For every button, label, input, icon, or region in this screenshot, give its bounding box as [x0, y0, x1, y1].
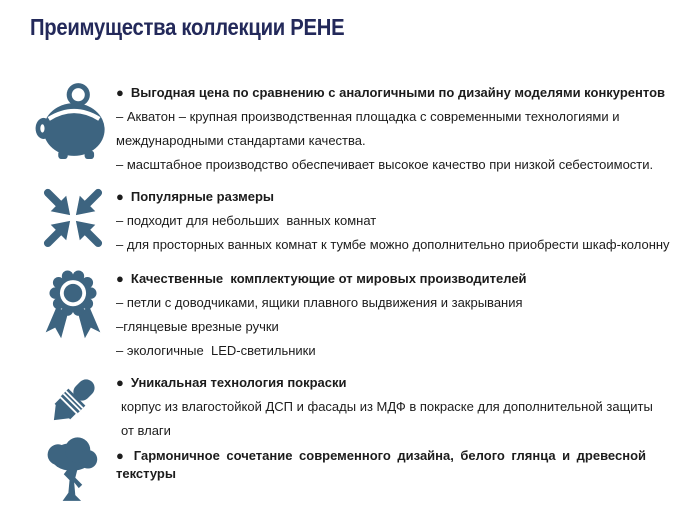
icon-column	[30, 267, 116, 363]
icon-column	[30, 81, 116, 177]
advantage-line: – петли с доводчиками, ящики плавного выдвижения и закрывания	[116, 295, 523, 310]
advantage-row-design	[30, 447, 672, 507]
piggy-bank-icon	[34, 81, 112, 159]
icon-column	[30, 371, 116, 443]
advantage-row-components	[30, 267, 672, 363]
advantage-heading	[116, 267, 672, 291]
advantage-row-price	[30, 81, 672, 177]
advantage-heading	[116, 447, 646, 483]
advantage-row-paint	[30, 371, 672, 443]
advantage-line: – для просторных ванных комнат к тумбе можно дополнительно приобрести шкаф-колонну	[116, 237, 670, 252]
bullet: ●	[116, 271, 124, 286]
bullet: ●	[116, 375, 124, 390]
advantage-heading-text: Выгодная цена по сравнению с аналогичными по дизайну моделями конкурентов	[130, 85, 666, 100]
icon-column	[30, 185, 116, 257]
award-ribbon-icon	[43, 267, 103, 343]
bullet: ●	[116, 448, 127, 463]
advantage-line: от влаги	[121, 423, 171, 438]
advantage-heading	[116, 185, 672, 209]
advantage-line: корпус из влагостойкой ДСП и фасады из МДФ в покраске для дополнительной защиты	[121, 399, 653, 414]
advantage-row-sizes	[30, 185, 672, 257]
advantage-heading-text: Качественные комплектующие от мировых производителей	[130, 271, 527, 286]
advantage-heading	[116, 371, 672, 395]
bullet: ●	[116, 189, 124, 204]
icon-column	[30, 447, 116, 507]
compress-arrows-icon	[42, 187, 104, 249]
advantage-line: – экологичные LED-светильники	[116, 343, 316, 358]
advantage-heading-text: Популярные размеры	[130, 189, 274, 204]
advantage-text	[116, 185, 672, 257]
tree-icon	[43, 437, 103, 507]
advantage-text	[116, 447, 672, 507]
advantage-heading-text: Уникальная технология покраски	[130, 375, 347, 390]
paintbrush-icon	[42, 371, 104, 431]
advantage-line: международными стандартами качества.	[116, 133, 366, 148]
advantage-heading	[116, 81, 672, 105]
advantage-line: – подходит для небольших ванных комнат	[116, 213, 377, 228]
advantage-line: – Акватон – крупная производственная площадка с современными технологиями и	[116, 109, 620, 124]
advantage-text	[116, 81, 672, 177]
advantage-heading-text: Гармоничное сочетание современного дизайна, белого глянца и древесной текстуры	[116, 448, 646, 481]
advantage-text	[116, 267, 672, 363]
page-title: Преимущества коллекции РЕНЕ	[30, 14, 345, 40]
advantage-line: –глянцевые врезные ручки	[116, 319, 279, 334]
advantage-text	[116, 371, 672, 443]
advantage-line: – масштабное производство обеспечивает высокое качество при низкой себестоимости.	[116, 157, 654, 172]
bullet: ●	[116, 85, 124, 100]
